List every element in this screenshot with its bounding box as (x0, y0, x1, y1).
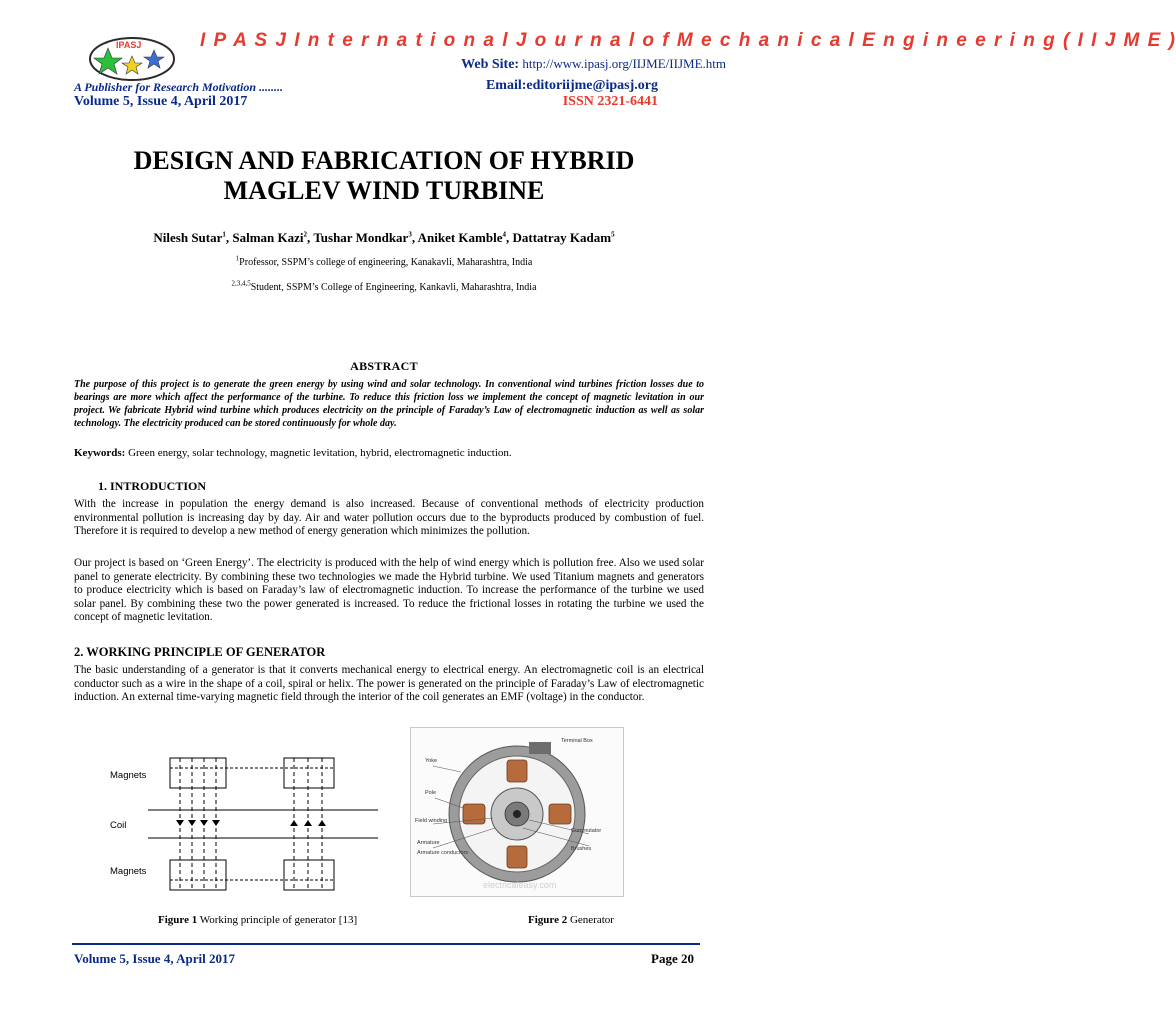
keywords-text: Green energy, solar technology, magnetic levitation, hybrid, electromagnetic induction. (128, 447, 512, 459)
figure-2-label-pole: Pole (425, 790, 437, 796)
author-sup: 2 (303, 230, 308, 239)
author-sup: 1 (222, 230, 226, 239)
figure-2-caption-text: Generator (567, 914, 614, 926)
intro-paragraph-1: With the increase in population the energy demand is also increased. Because of conventional methods of electricity production environmental pollution is increasing day by day. Air and water pollution occurs due to the byproducts produced by combustion of fuel. Therefore it is required to develop a new method of energy generation which minimizes the pollution. (74, 498, 704, 538)
journal-email[interactable]: Email:editoriijme@ipasj.org (485, 78, 658, 93)
pole-shoe (549, 804, 571, 824)
author-name: Nilesh Sutar (153, 230, 223, 245)
logo-text: IPASJ (116, 40, 142, 50)
section-heading-introduction: 1. INTRODUCTION (98, 479, 207, 493)
magnet-block (284, 860, 334, 890)
magnet-block (284, 758, 334, 788)
affiliation-1-sup: 1 (235, 254, 240, 263)
author-sup: 4 (502, 230, 506, 239)
author-name: Dattatray Kadam (512, 230, 612, 245)
keywords-label: Keywords: (74, 447, 126, 459)
volume-issue: Volume 5, Issue 4, April 2017 (74, 94, 248, 109)
figure-2-label-commutator: Commutator (571, 828, 602, 834)
journal-logo (88, 36, 176, 82)
intro-paragraph-2: Our project is based on ‘Green Energy’. The electricity is produced with the help of wind energy which is pollution free. Also we used solar panel to generate electricity. By combining these two technologies we made the Hybrid turbine. We used Titanium magnets and generators to produce electricity which is based on Faraday’s law of electromagnetic induction. To increase the performance of the turbine we used solar panel. By combining these two the power generated is increased. To reduce the frictional losses in rotating the turbine we used the concept of magnetic levitation. (74, 557, 704, 624)
website (461, 56, 726, 73)
website-url[interactable]: http://www.ipasj.org/IIJME/IIJME.htm (522, 56, 726, 71)
pole-shoe (507, 846, 527, 868)
journal-title: I P A S J I n t e r n a t i o n a l J o u r n a l o f M e c h a n i c a l E n g i n e e r i n g ( I I J M E ) (200, 30, 1176, 51)
figure-2-label-armature: Armature (417, 840, 440, 846)
author-sup: 5 (611, 230, 615, 239)
affiliation-2-sup: 2,3,4,5 (231, 279, 251, 288)
figure-2-label-brushes: Brushes (571, 846, 592, 852)
paper-title (74, 146, 694, 206)
author-name: Salman Kazi (232, 230, 304, 245)
figure-2-label-field-winding: Field winding (415, 818, 448, 824)
website-label: Web Site: (461, 57, 520, 72)
footer-page-number: Page 20 (651, 951, 694, 966)
footer-rule (72, 943, 700, 945)
figure-1-caption (158, 914, 357, 926)
abstract-body: The purpose of this project is to generate the green energy by using wind and solar technology. In conventional wind turbines friction losses due to bearings are more which affect the performance of the turbine. To reduce this friction loss we implement the concept of magnetic levitation in our project. We fabricate Hybrid wind turbine which produces electricity on the principle of Faraday’s Law of electromagnetic induction as well as solar technology. The electricity produced can be stored continuously for whole day. (74, 379, 704, 429)
publisher-tagline: A Publisher for Research Motivation ........ (74, 80, 284, 94)
figure-2-label-yoke: Yoke (425, 758, 438, 764)
paper-title-line2: MAGLEV WIND TURBINE (223, 176, 545, 205)
figure-1-caption-text: Working principle of generator [13] (197, 914, 358, 926)
affiliation-1 (74, 254, 694, 268)
author-sup: 3 (408, 230, 412, 239)
pole-shoe (463, 804, 485, 824)
author-list: Nilesh Sutar$^1$, Salman Kazi$^2$, Tushar Mondkar$^3$, Aniket Kamble$^4$, Dattatray Kadam$^5$ (153, 230, 615, 245)
figure-1-label-magnets-bottom: Magnets (110, 866, 147, 877)
terminal-box (529, 742, 551, 754)
magnet-block (170, 758, 226, 788)
figure-1-caption-label: Figure 1 (158, 914, 198, 926)
affiliation-1-text: Professor, SSPM’s college of engineering, Kanakavli, Maharashtra, India (239, 257, 533, 268)
section-heading-working-principle: 2. WORKING PRINCIPLE OF GENERATOR (74, 645, 326, 659)
figure-2-label-armature-conductors: Armature conductors (417, 850, 469, 856)
figure-2-label-terminal-box: Terminal Box (561, 738, 593, 744)
affiliation-2-text: Student, SSPM’s College of Engineering, Kankavli, Maharashtra, India (250, 282, 537, 293)
figure-1-diagram (108, 750, 392, 898)
magnet-block (170, 860, 226, 890)
footer-volume: Volume 5, Issue 4, April 2017 (74, 951, 235, 966)
keywords (74, 447, 704, 459)
paper-title-line1: DESIGN AND FABRICATION OF HYBRID (133, 146, 635, 175)
pole-shoe (507, 760, 527, 782)
figure-1-label-magnets-top: Magnets (110, 770, 147, 781)
author-name: Tushar Mondkar (313, 230, 409, 245)
issn: ISSN 2321-6441 (562, 94, 658, 109)
figure-2-watermark: electricaleasy.com (483, 880, 557, 890)
abstract-heading: ABSTRACT (350, 359, 418, 373)
figure-1-label-coil: Coil (110, 820, 127, 831)
figure-2-generator-diagram (410, 727, 624, 897)
working-principle-paragraph: The basic understanding of a generator is that it converts mechanical energy to electrical energy. An electromagnetic coil is an electrical conductor such as a wire in the shape of a coil, spiral or helix. The power is generated on the principle of Faraday’s Law of electromagnetic induction. An external time-varying magnetic field through the interior of the coil generates an EMF (voltage) in the conductor. (74, 664, 704, 704)
author-name: Aniket Kamble (417, 230, 503, 245)
figure-2-caption (528, 914, 614, 926)
figure-2-caption-label: Figure 2 (528, 914, 568, 926)
affiliation-2 (74, 279, 694, 293)
